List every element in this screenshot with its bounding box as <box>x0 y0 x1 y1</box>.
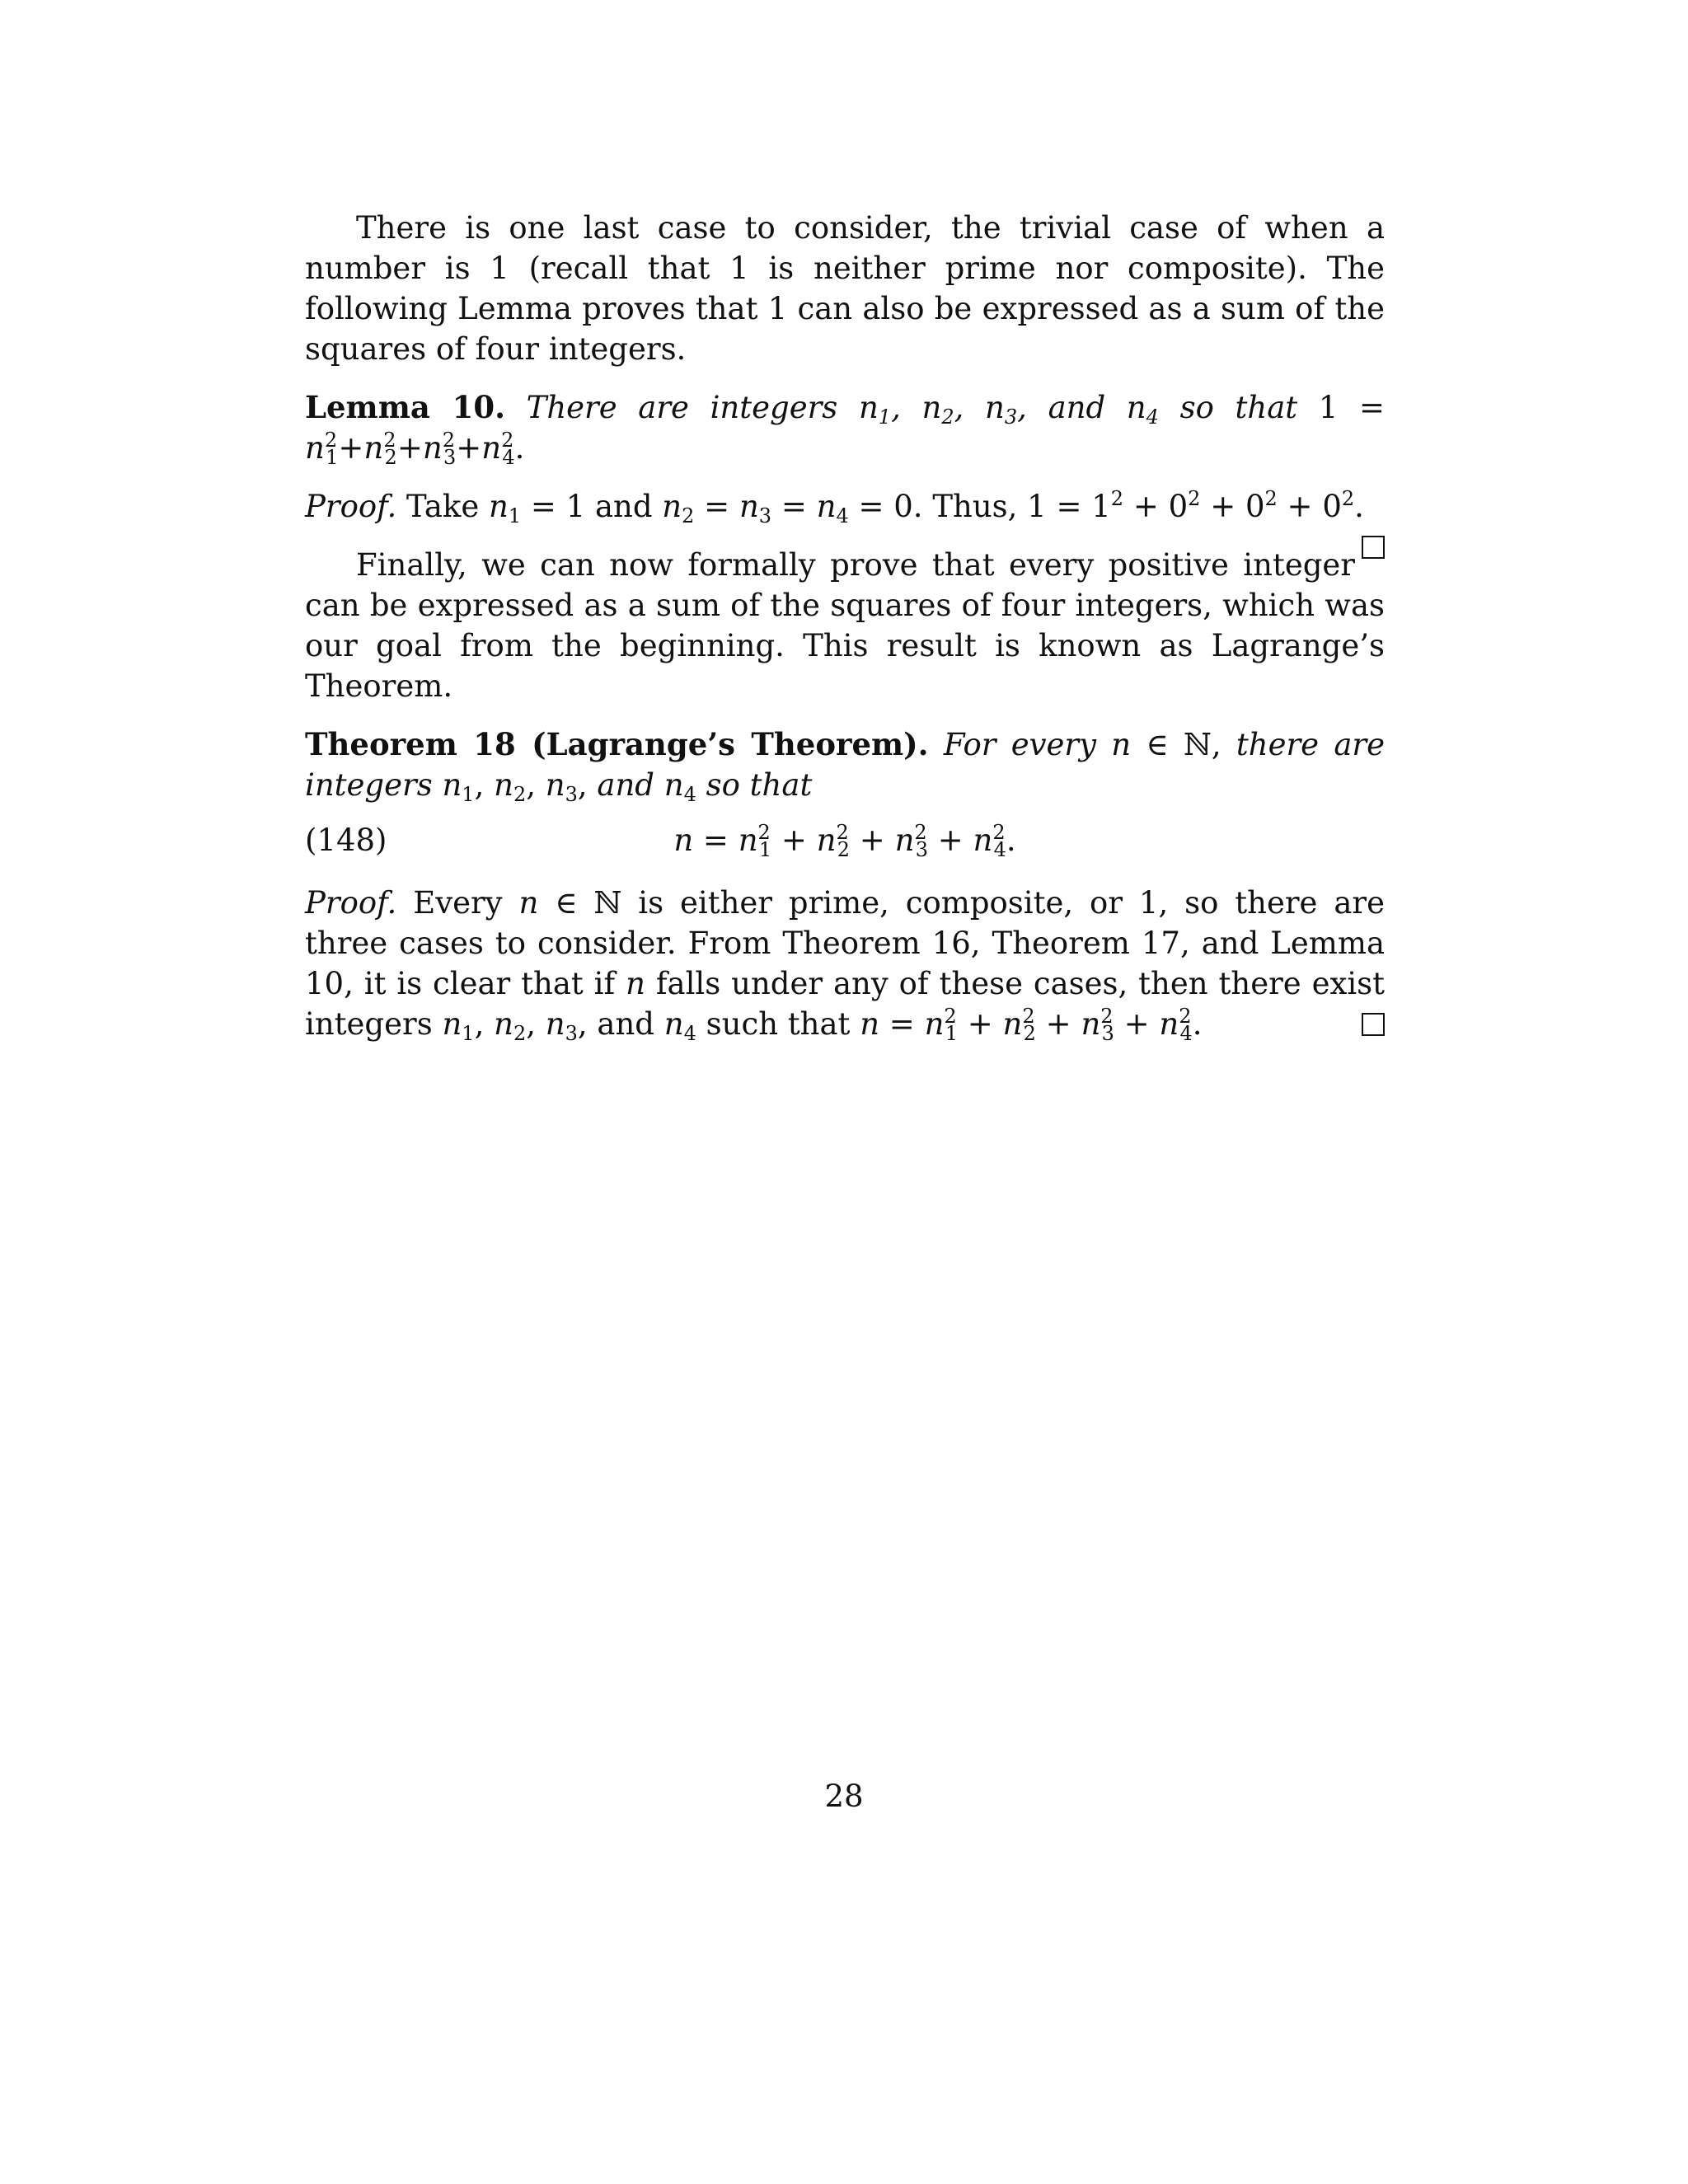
theorem-there-are: there are integers <box>305 727 1385 803</box>
proof-label: Proof. <box>305 489 397 524</box>
lemma-so-that: so that <box>1179 390 1298 425</box>
document-page <box>305 208 1385 1044</box>
intro-paragraph: There is one last case to consider, the trivial case of when a number is 1 (recall that 1 is neither prime nor composite). The following Lemma proves that 1 can also be expressed as a sum of the squares of four integers. <box>305 210 1385 367</box>
theorem-proof-text-2: falls under any of these cases, then there exist integers <box>305 966 1386 1042</box>
theorem-18: Theorem 18 (Lagrange’s Theorem). For every n ∈ ℕ, there are integers $n_1$, $n_2$, $n_3$, and $n_4$ so that <box>305 726 1385 806</box>
lemma-proof: Proof. Take $n_1 = 1$ and $n_2 = n_3 = n_4 = 0$. Thus, $1 = 1^2 + 0^2 + 0^2 + 0^2$. <box>305 486 1385 527</box>
page-number: 28 <box>824 1779 864 1814</box>
equation-body: $n = n^2_1 + n^2_2 + n^2_3 + n^2_4$. <box>673 821 1016 861</box>
theorem-proof-text-1: is either prime, composite, or 1, so there are three cases to consider. From Theorem 16, Theorem 17, and Lemma 10, it is clear that if <box>305 885 1385 1001</box>
qed-box-icon <box>1362 536 1385 559</box>
theorem-proof-and: and <box>597 1006 654 1042</box>
equation-number: (148) <box>305 823 387 858</box>
theorem-proof: Proof. Every n ∈ ℕ is either prime, composite, or 1, so there are three cases to consider. From Theorem 16, Theorem 17, and Lemma 10, it is clear that if n falls under any of these cases, then there exist integers $n_1$, $n_2$, $n_3$, and $n_4$ such that $n = n^2_1 + n^2_2 + n^2_3 + n^2_4$. <box>305 885 1386 1045</box>
theorem-for-every: For every <box>943 727 1097 762</box>
proof-take: Take <box>406 489 480 524</box>
theorem-label: Theorem 18 (Lagrange’s Theorem). <box>305 726 929 762</box>
lemma-statement: There are integers $n_1$, $n_2$, $n_3$, and $n_4$ so that <box>526 390 1298 429</box>
lemma-10 <box>305 387 1385 468</box>
lemma-label: Lemma 10. <box>305 389 505 425</box>
theorem-so-that: so that <box>706 767 813 803</box>
lemma-equation: $1 = n^2_1+n^2_2+n^2_3+n^2_4$. <box>305 390 1386 469</box>
proof-thus: Thus, <box>932 489 1018 524</box>
theorem-and: and <box>597 767 654 803</box>
theorem-proof-such-that: such that <box>706 1006 851 1042</box>
lemma-prefix: There are integers <box>526 390 838 425</box>
qed-box-icon <box>1362 1013 1385 1036</box>
equation-148 <box>305 820 1385 868</box>
theorem-proof-every: Every <box>413 885 503 921</box>
theorem-proof-label: Proof. <box>305 885 397 921</box>
finally-paragraph: Finally, we can now formally prove that every positive integer can be expressed as a sum of the squares of four integers, which was our goal from the beginning. This result is known as Lagrange’s Theorem. <box>305 547 1385 704</box>
proof-and: and <box>594 489 653 524</box>
